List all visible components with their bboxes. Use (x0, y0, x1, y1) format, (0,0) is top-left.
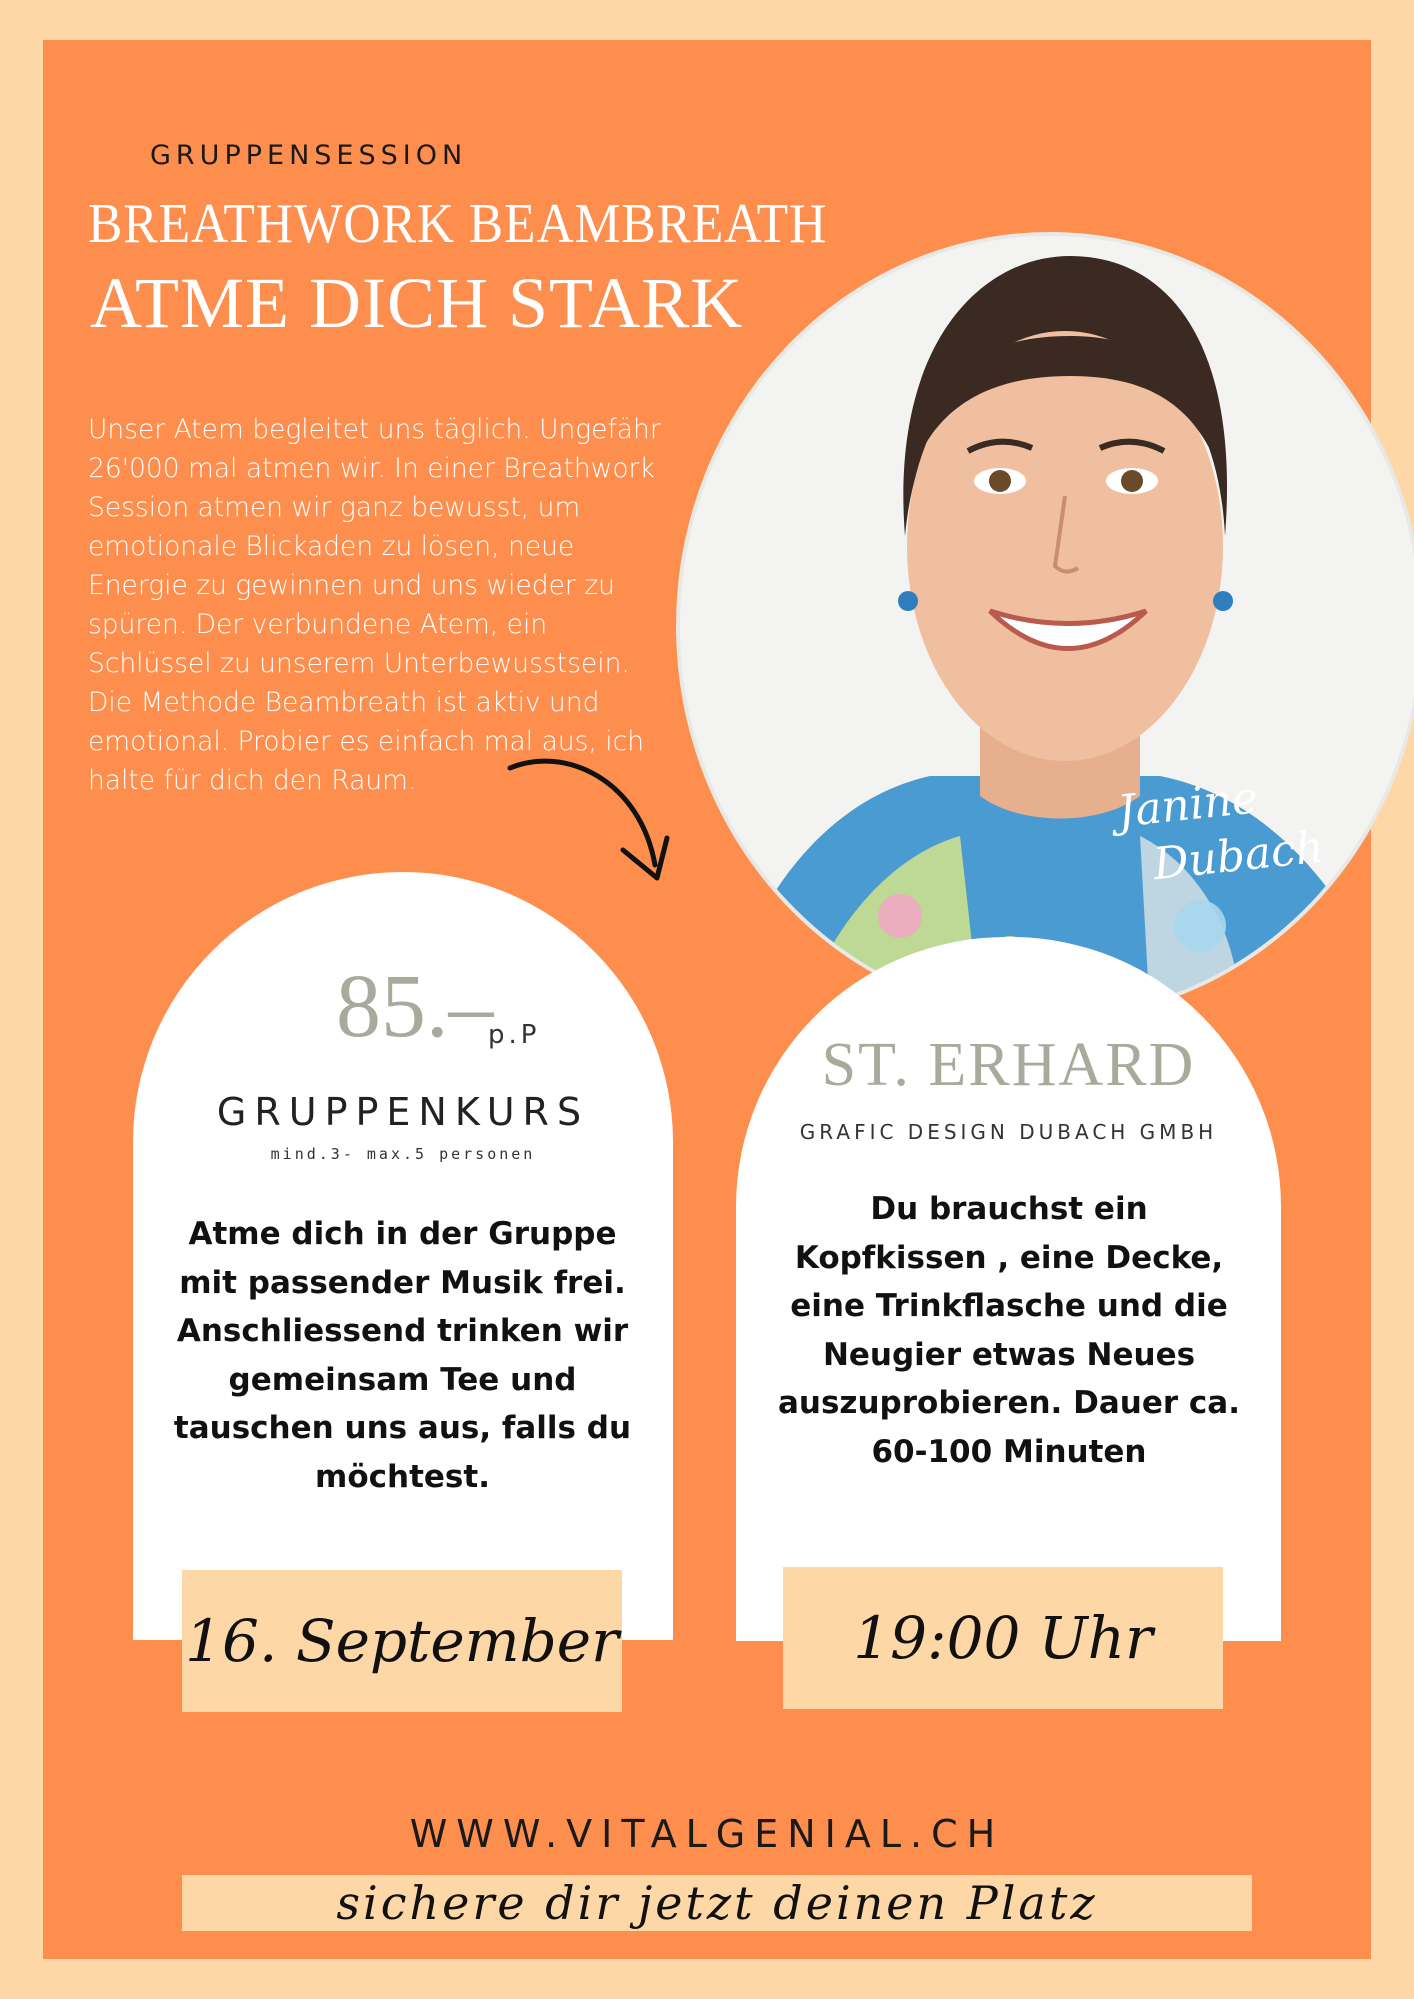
title-line-1: BREATHWORK BEAMBREATH (88, 193, 828, 255)
call-to-action: sichere dir jetzt deinen Platz (182, 1875, 1252, 1931)
portrait-illustration (680, 236, 1414, 1016)
signature-first-name: Janine (1115, 772, 1261, 838)
date-label: 16. September (182, 1570, 622, 1712)
signature-last-name: Dubach (1150, 821, 1327, 891)
course-description: Atme dich in der Gruppe mit passender Musik frei. Anschliessend trinken wir gemeinsam Tee und tauschen uns aus, falls du möchtest. (173, 1216, 632, 1495)
time-label: 19:00 Uhr (783, 1567, 1223, 1709)
curved-arrow-icon (505, 750, 675, 900)
participants-note: mind.3- max.5 personen (270, 1145, 536, 1163)
eyebrow-label: GRUPPENSESSION (150, 140, 468, 171)
portrait-photo (676, 232, 1414, 1020)
title-line-2: ATME DICH STARK (90, 263, 744, 343)
location-name: ST. ERHARD (821, 1031, 1196, 1099)
price: 85.– (336, 957, 494, 1056)
price-unit: p.P (488, 1020, 541, 1050)
what-to-bring-text: Du brauchst ein Kopfkissen , eine Decke, eine Trinkflasche und die Neugier etwas Neues auszuprobieren. Dauer ca. 60-100 Minuten (777, 1191, 1241, 1470)
course-heading: GRUPPENKURS (216, 1090, 590, 1134)
company-name: GRAFIC DESIGN DUBACH GMBH (799, 1120, 1218, 1144)
intro-text: Unser Atem begleitet uns täglich. Ungefähr 26'000 mal atmen wir. In einer Breathwork Session atmen wir ganz bewusst, um emotionale Blickaden zu lösen, neue Energie zu gewinnen und uns wieder zu spüren. Der verbundene Atem, ein Schlüssel zu unserem Unterbewusstsein. Die Methode Beambreath ist aktiv und emotional. Probier es einfach mal aus, ich halte für dich den Raum. (88, 414, 661, 796)
website-link[interactable]: WWW.VITALGENIAL.CH (409, 1812, 1005, 1856)
